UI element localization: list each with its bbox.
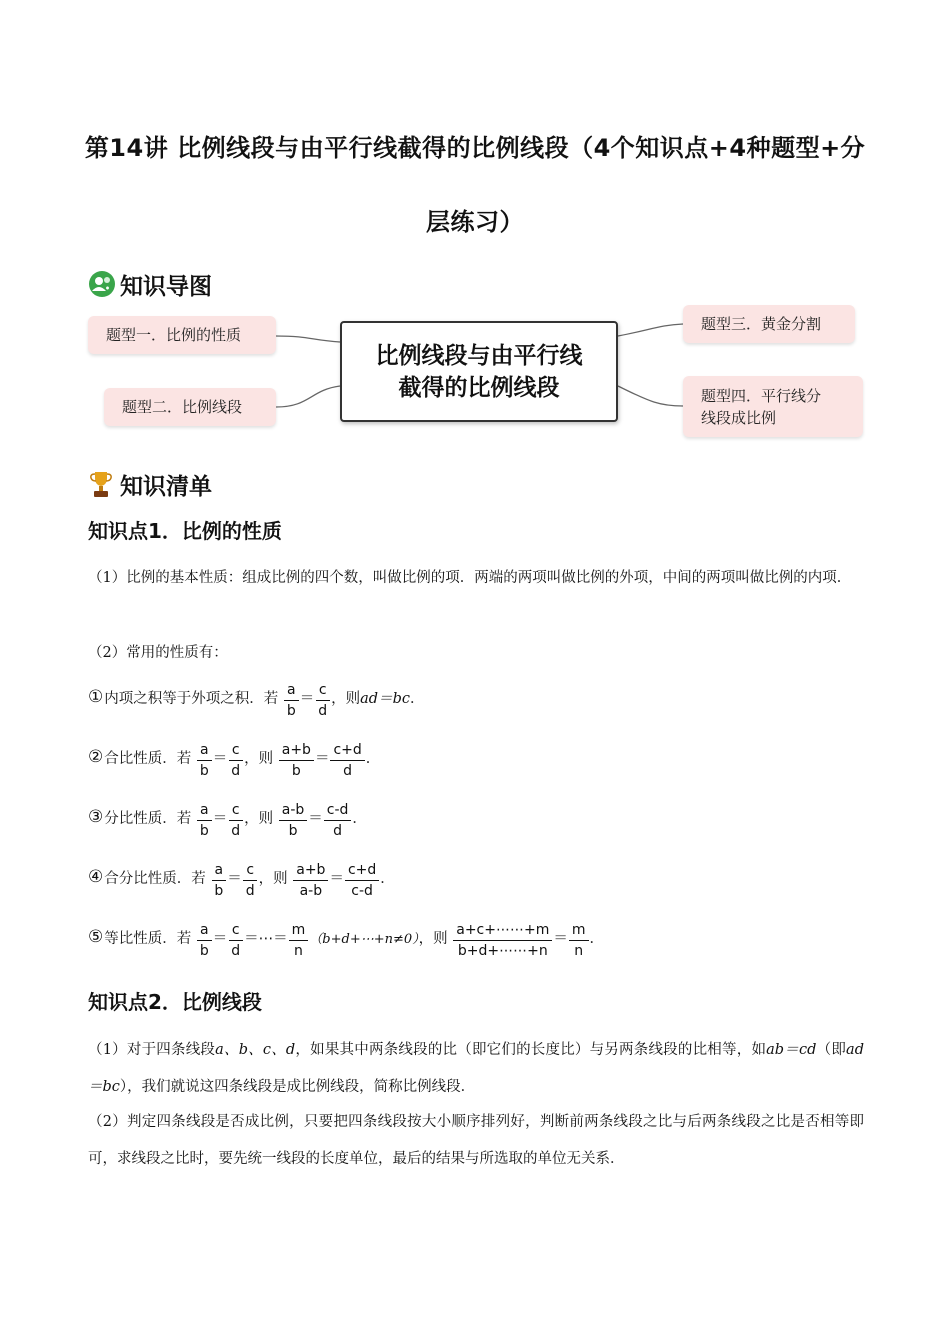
kp1-item-3: ③分比性质．若 $\frac{a}{b}$ ＝ $\frac{c}{d}$ ，则 $\frac{a-b}{b}$ ＝ $\frac{c-d}{d}$ ． [88, 802, 367, 839]
fraction-m-over-n: $\frac{m}{n}$ [289, 920, 309, 961]
page-title-line-2: 层练习） [426, 208, 524, 236]
item-5-text: 等比性质．若 [104, 931, 192, 947]
fraction-sum-ratio: $\frac{a+c+\cdots\cdots+m}{b+d+\cdots\cdots+n}$ [453, 920, 552, 961]
mindmap-center-line-1: 比例线段与由平行线 [375, 342, 583, 369]
kp1-item-2: ②合比性质．若 $\frac{a}{b}$ ＝ $\frac{c}{d}$ ，则 $\frac{a+b}{b}$ ＝ $\frac{c+d}{d}$ ． [88, 742, 381, 779]
item-3-marker: ③ [88, 807, 104, 827]
item-1-text: 内项之积等于外项之积．若 [104, 691, 279, 707]
fraction-apb-over-b: $\frac{a+b}{b}$ [279, 740, 314, 781]
mindmap-node-type-4-label-1: 题型四．平行线分 [701, 386, 822, 405]
mindmap-node-type-2 [104, 388, 276, 426]
fraction-cmd-over-d: $\frac{c-d}{d}$ [324, 800, 352, 841]
fraction-c-over-d: $\frac{c}{d}$ [315, 680, 330, 721]
mindmap-node-type-3-label: 题型三．黄金分割 [701, 315, 822, 333]
item-2-text: 合比性质．若 [104, 751, 192, 767]
kp1-item-1: ①内项之积等于外项之积．若 $\frac{a}{b}$ ＝ $\frac{c}{d}$ ，则ad＝bc． [88, 682, 425, 719]
trophy-icon [88, 469, 114, 499]
fraction-a-over-b: $\frac{a}{b}$ [284, 680, 299, 721]
item-3-text: 分比性质．若 [104, 811, 192, 827]
kp1-paragraph-1: （1）比例的基本性质：组成比例的四个数，叫做比例的项．两端的两项叫做比例的外项，中间的两项叫做比例的内项． [88, 570, 852, 586]
kp1-item-4: ④合分比性质．若 $\frac{a}{b}$ ＝ $\frac{c}{d}$ ，则 $\frac{a+b}{a-b}$ ＝ $\frac{c+d}{c-d}$ ． [88, 862, 395, 899]
mindmap-node-type-4-label-2: 线段成比例 [701, 408, 777, 427]
item-4-marker: ④ [88, 867, 104, 887]
item-4-text: 合分比性质．若 [104, 871, 206, 887]
item-2-marker: ② [88, 747, 104, 767]
fraction-apb-over-amb: $\frac{a+b}{a-b}$ [293, 860, 328, 901]
kp2-heading: 知识点2．比例线段 [88, 990, 262, 1014]
mindmap-node-type-4 [683, 376, 863, 437]
mindmap-center-topic [340, 321, 618, 422]
mindmap-node-type-1-label: 题型一．比例的性质 [106, 326, 242, 344]
kp2-paragraph-2: （2）判定四条线段是否成比例，只要把四条线段按大小顺序排列好，判断前两条线段之比与后两条线段之比是否相等即可，求线段之比时，要先统一线段的长度单位，最后的结果与所选取的单位无关系． [88, 1114, 864, 1167]
kp2-paragraph-1: （1）对于四条线段a、b、c、d，如果其中两条线段的比（即它们的长度比）与另两条线段的比相等，如ab＝cd（即ad＝bc），我们就说这四条线段是成比例线段，简称比例线段． [88, 1042, 864, 1095]
mindmap-heading-text: 知识导图 [120, 273, 212, 300]
knowledge-list-heading-text: 知识清单 [120, 473, 212, 500]
item-1-result: ad＝bc [360, 691, 410, 707]
fraction-cpd-over-cmd: $\frac{c+d}{c-d}$ [345, 860, 379, 901]
kp1-heading: 知识点1．比例的性质 [88, 519, 282, 543]
item-5-marker: ⑤ [88, 927, 104, 947]
fraction-cpd-over-d: $\frac{c+d}{d}$ [330, 740, 364, 781]
kp1-paragraph-2: （2）常用的性质有： [88, 645, 228, 661]
mindmap-node-type-3 [683, 305, 855, 343]
mindmap-node-type-2-label: 题型二．比例线段 [122, 398, 243, 416]
item-1-marker: ① [88, 687, 104, 707]
mindmap-node-type-1 [88, 316, 276, 354]
fraction-amb-over-b: $\frac{a-b}{b}$ [279, 800, 308, 841]
mindmap-center-line-2: 截得的比例线段 [398, 374, 560, 401]
page-title-line-1: 第14讲 比例线段与由平行线截得的比例线段（4个知识点+4种题型+分 [84, 134, 866, 162]
item-5-condition: （b+d+⋯+n≠0） [309, 932, 419, 947]
knowledge-list-heading [88, 464, 212, 504]
kp1-item-5: ⑤等比性质．若 $\frac{a}{b}$ ＝ $\frac{c}{d}$ ＝⋯＝ $\frac{m}{n}$ （b+d+⋯+n≠0），则 $\frac{a+c+\cdots\cdots+m}{b+d+\cdots\cdots+n}$ ＝ $\frac{m}{n}$ ． [88, 922, 604, 959]
